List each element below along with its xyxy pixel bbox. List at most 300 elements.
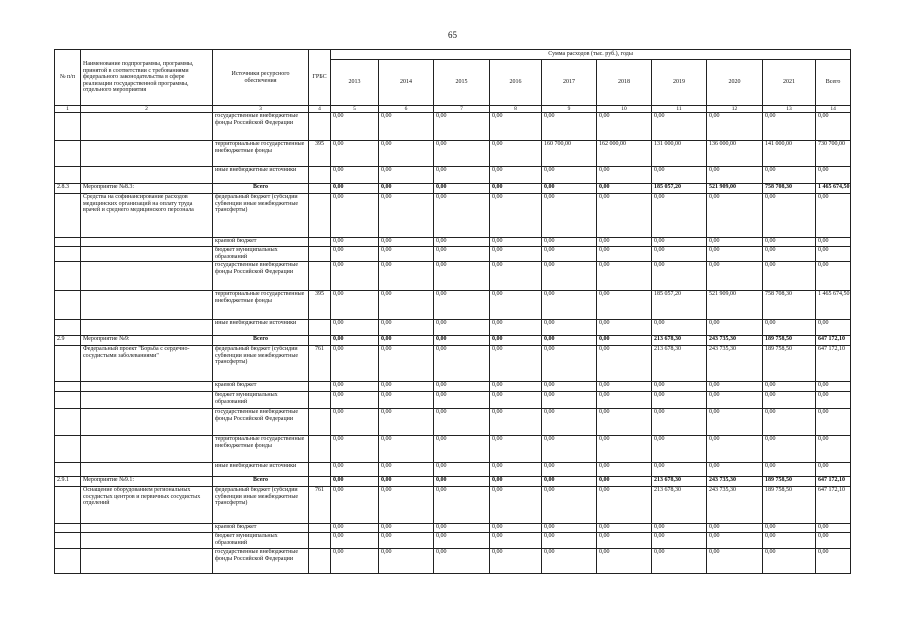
row-value: 243 735,30 [707, 487, 763, 524]
row-value: 0,00 [597, 336, 652, 346]
row-value: 0,00 [331, 463, 379, 477]
row-value: 0,00 [542, 194, 597, 238]
row-name [81, 549, 213, 574]
row-number [55, 113, 81, 141]
row-value: 0,00 [434, 346, 490, 382]
row-value: 0,00 [490, 436, 542, 463]
row-value: 0,00 [542, 463, 597, 477]
row-source: Всего [213, 477, 309, 487]
row-value: 0,00 [490, 247, 542, 262]
row-value: 0,00 [707, 382, 763, 392]
table-header [55, 50, 851, 113]
row-value: 0,00 [763, 409, 816, 436]
row-name [81, 247, 213, 262]
row-value: 0,00 [490, 346, 542, 382]
row-value: 0,00 [597, 382, 652, 392]
row-value: 0,00 [331, 336, 379, 346]
row-value: 213 678,30 [652, 346, 707, 382]
row-value: 131 000,00 [652, 141, 707, 167]
table-row [55, 549, 851, 574]
row-value: 0,00 [434, 194, 490, 238]
header-year: 2018 [597, 60, 652, 106]
row-number [55, 320, 81, 336]
row-value: 0,00 [816, 436, 851, 463]
row-value: 0,00 [597, 113, 652, 141]
row-value: 0,00 [707, 238, 763, 247]
row-value: 0,00 [816, 113, 851, 141]
row-value: 521 909,00 [707, 291, 763, 320]
row-value: 189 758,50 [763, 477, 816, 487]
row-grbs [309, 436, 331, 463]
column-index: 4 [309, 106, 331, 113]
row-value: 0,00 [490, 336, 542, 346]
row-value: 0,00 [652, 524, 707, 533]
row-value: 0,00 [331, 238, 379, 247]
row-source: иные внебюджетные источники [213, 167, 309, 184]
row-value: 0,00 [379, 463, 434, 477]
row-value: 0,00 [707, 167, 763, 184]
row-value: 0,00 [597, 346, 652, 382]
table-row [55, 291, 851, 320]
row-value: 0,00 [434, 392, 490, 409]
row-value: 0,00 [542, 167, 597, 184]
row-value: 0,00 [434, 463, 490, 477]
row-value: 213 678,30 [652, 477, 707, 487]
row-value: 0,00 [434, 141, 490, 167]
row-value: 0,00 [597, 524, 652, 533]
row-value: 0,00 [542, 533, 597, 549]
table-row [55, 262, 851, 291]
row-value: 0,00 [379, 141, 434, 167]
header-year: 2017 [542, 60, 597, 106]
row-name: Федеральный проект "Борьба с сердечно-сосудистыми заболеваниями" [81, 346, 213, 382]
column-index: 13 [763, 106, 816, 113]
row-value: 0,00 [597, 194, 652, 238]
row-value: 0,00 [379, 346, 434, 382]
column-index: 12 [707, 106, 763, 113]
table-row [55, 487, 851, 524]
row-grbs [309, 247, 331, 262]
row-value: 243 735,30 [707, 346, 763, 382]
column-index: 14 [816, 106, 851, 113]
row-value: 0,00 [434, 113, 490, 141]
row-value: 0,00 [434, 238, 490, 247]
row-value: 160 700,00 [542, 141, 597, 167]
row-source: федеральный бюджет (субсидии субвенции иные межбюджетные трансферты) [213, 487, 309, 524]
row-value: 0,00 [763, 113, 816, 141]
row-value: 647 172,10 [816, 487, 851, 524]
row-value: 0,00 [652, 247, 707, 262]
row-source: государственные внебюджетные фонды Российской Федерации [213, 262, 309, 291]
row-grbs [309, 549, 331, 574]
row-name [81, 167, 213, 184]
row-value: 0,00 [379, 487, 434, 524]
row-value: 185 057,20 [652, 184, 707, 194]
row-value: 0,00 [597, 463, 652, 477]
row-value: 0,00 [542, 409, 597, 436]
row-value: 0,00 [597, 291, 652, 320]
column-index: 9 [542, 106, 597, 113]
row-value: 0,00 [597, 262, 652, 291]
row-value: 243 735,30 [707, 477, 763, 487]
row-value: 0,00 [816, 392, 851, 409]
row-source: иные внебюджетные источники [213, 320, 309, 336]
row-number [55, 463, 81, 477]
row-value: 0,00 [763, 320, 816, 336]
row-source: Всего [213, 184, 309, 194]
row-number [55, 247, 81, 262]
row-value: 0,00 [434, 184, 490, 194]
row-value: 0,00 [331, 487, 379, 524]
row-source: государственные внебюджетные фонды Российской Федерации [213, 549, 309, 574]
header-year: 2015 [434, 60, 490, 106]
row-value: 0,00 [652, 194, 707, 238]
row-value: 0,00 [597, 409, 652, 436]
header-num: № п/п [55, 50, 81, 106]
row-grbs [309, 524, 331, 533]
row-value: 0,00 [331, 184, 379, 194]
row-value: 0,00 [379, 238, 434, 247]
row-value: 0,00 [652, 533, 707, 549]
row-source: территориальные государственные внебюджетные фонды [213, 291, 309, 320]
row-value: 0,00 [434, 533, 490, 549]
table-body [55, 113, 851, 574]
table-row [55, 382, 851, 392]
row-grbs [309, 194, 331, 238]
row-number: 2.8.3 [55, 184, 81, 194]
row-value: 0,00 [379, 382, 434, 392]
row-number [55, 262, 81, 291]
row-value: 0,00 [379, 247, 434, 262]
row-value: 0,00 [542, 262, 597, 291]
column-index: 5 [331, 106, 379, 113]
table-row [55, 184, 851, 194]
row-source: Всего [213, 336, 309, 346]
row-number [55, 167, 81, 184]
row-value: 0,00 [816, 247, 851, 262]
row-value: 243 735,30 [707, 336, 763, 346]
row-value: 0,00 [816, 238, 851, 247]
row-value: 0,00 [379, 477, 434, 487]
row-value: 0,00 [707, 436, 763, 463]
row-value: 0,00 [763, 382, 816, 392]
table-row [55, 346, 851, 382]
row-value: 0,00 [379, 320, 434, 336]
row-value: 0,00 [763, 533, 816, 549]
row-value: 0,00 [331, 262, 379, 291]
row-value: 0,00 [763, 194, 816, 238]
row-value: 0,00 [379, 549, 434, 574]
row-source: краевой бюджет [213, 382, 309, 392]
row-value: 0,00 [707, 463, 763, 477]
row-value: 0,00 [490, 113, 542, 141]
row-value: 0,00 [434, 382, 490, 392]
row-source: государственные внебюджетные фонды Российской Федерации [213, 409, 309, 436]
row-value: 0,00 [816, 167, 851, 184]
row-value: 0,00 [490, 477, 542, 487]
row-source: бюджет муниципальных образований [213, 392, 309, 409]
row-number [55, 392, 81, 409]
column-index: 7 [434, 106, 490, 113]
row-value: 0,00 [707, 549, 763, 574]
row-value: 0,00 [542, 487, 597, 524]
row-value: 0,00 [379, 524, 434, 533]
row-value: 0,00 [379, 167, 434, 184]
row-value: 0,00 [597, 533, 652, 549]
row-value: 730 700,00 [816, 141, 851, 167]
row-value: 0,00 [652, 167, 707, 184]
row-value: 0,00 [434, 291, 490, 320]
table-row [55, 167, 851, 184]
row-value: 0,00 [597, 238, 652, 247]
column-index: 3 [213, 106, 309, 113]
table-row [55, 409, 851, 436]
row-value: 758 708,30 [763, 291, 816, 320]
row-value: 0,00 [542, 320, 597, 336]
row-name [81, 238, 213, 247]
row-value: 0,00 [331, 346, 379, 382]
row-value: 0,00 [331, 409, 379, 436]
row-value: 0,00 [816, 194, 851, 238]
row-grbs [309, 409, 331, 436]
row-value: 0,00 [707, 247, 763, 262]
row-grbs: 761 [309, 487, 331, 524]
table-row [55, 533, 851, 549]
row-value: 0,00 [542, 184, 597, 194]
row-value: 0,00 [542, 436, 597, 463]
row-value: 0,00 [490, 184, 542, 194]
table-row [55, 463, 851, 477]
row-value: 0,00 [434, 436, 490, 463]
row-value: 0,00 [434, 409, 490, 436]
row-source: бюджет муниципальных образований [213, 533, 309, 549]
row-value: 521 909,00 [707, 184, 763, 194]
table-row [55, 436, 851, 463]
row-source: территориальные государственные внебюджетные фонды [213, 141, 309, 167]
row-value: 0,00 [542, 382, 597, 392]
row-value: 0,00 [379, 291, 434, 320]
row-source: федеральный бюджет (субсидии субвенции иные межбюджетные трансферты) [213, 346, 309, 382]
row-value: 0,00 [379, 262, 434, 291]
page-number: 65 [448, 30, 457, 40]
row-value: 0,00 [542, 113, 597, 141]
row-value: 0,00 [434, 477, 490, 487]
row-value: 0,00 [331, 436, 379, 463]
row-value: 0,00 [434, 167, 490, 184]
row-number [55, 436, 81, 463]
row-value: 0,00 [490, 167, 542, 184]
row-name: Мероприятие №9.1: [81, 477, 213, 487]
column-index: 11 [652, 106, 707, 113]
row-grbs [309, 336, 331, 346]
column-index: 1 [55, 106, 81, 113]
row-value: 0,00 [652, 549, 707, 574]
row-value: 0,00 [490, 533, 542, 549]
row-value: 0,00 [597, 392, 652, 409]
row-value: 758 708,30 [763, 184, 816, 194]
row-source: федеральный бюджет (субсидии субвенции иные межбюджетные трансферты) [213, 194, 309, 238]
row-value: 0,00 [434, 549, 490, 574]
row-name [81, 141, 213, 167]
row-value: 0,00 [763, 549, 816, 574]
row-value: 0,00 [434, 487, 490, 524]
row-value: 0,00 [542, 238, 597, 247]
row-grbs [309, 382, 331, 392]
table-row [55, 336, 851, 346]
row-value: 0,00 [816, 463, 851, 477]
row-name [81, 262, 213, 291]
row-value: 0,00 [490, 392, 542, 409]
row-grbs [309, 113, 331, 141]
row-value: 0,00 [490, 141, 542, 167]
row-grbs: 395 [309, 141, 331, 167]
row-value: 0,00 [652, 463, 707, 477]
row-value: 0,00 [490, 524, 542, 533]
row-value: 0,00 [331, 477, 379, 487]
row-value: 0,00 [763, 436, 816, 463]
budget-table [54, 49, 851, 574]
row-value: 0,00 [597, 436, 652, 463]
row-value: 0,00 [597, 167, 652, 184]
row-value: 0,00 [597, 320, 652, 336]
row-value: 0,00 [434, 262, 490, 291]
row-grbs [309, 533, 331, 549]
header-year: 2020 [707, 60, 763, 106]
column-index: 6 [379, 106, 434, 113]
row-value: 0,00 [597, 487, 652, 524]
row-value: 0,00 [490, 320, 542, 336]
row-value: 189 758,50 [763, 487, 816, 524]
row-value: 213 678,30 [652, 487, 707, 524]
row-value: 141 000,00 [763, 141, 816, 167]
row-name [81, 409, 213, 436]
row-number [55, 533, 81, 549]
row-name [81, 113, 213, 141]
row-value: 0,00 [542, 346, 597, 382]
row-value: 0,00 [331, 113, 379, 141]
table-row [55, 392, 851, 409]
table-row [55, 477, 851, 487]
row-value: 0,00 [707, 533, 763, 549]
row-value: 0,00 [331, 533, 379, 549]
row-number [55, 141, 81, 167]
row-grbs [309, 392, 331, 409]
row-value: 0,00 [490, 409, 542, 436]
header-sum: Сумма расходов (тыс. руб.), годы [331, 50, 851, 60]
row-source: краевой бюджет [213, 524, 309, 533]
row-value: 0,00 [652, 113, 707, 141]
row-value: 0,00 [379, 336, 434, 346]
row-value: 0,00 [379, 409, 434, 436]
row-value: 0,00 [379, 392, 434, 409]
row-value: 0,00 [331, 194, 379, 238]
row-grbs [309, 477, 331, 487]
row-name [81, 392, 213, 409]
row-value: 0,00 [707, 392, 763, 409]
row-value: 0,00 [331, 549, 379, 574]
row-name [81, 436, 213, 463]
row-number [55, 238, 81, 247]
table-row [55, 247, 851, 262]
row-value: 0,00 [763, 238, 816, 247]
row-value: 0,00 [763, 247, 816, 262]
row-value: 0,00 [816, 382, 851, 392]
row-value: 0,00 [434, 336, 490, 346]
row-value: 0,00 [331, 141, 379, 167]
table-row [55, 113, 851, 141]
row-name [81, 463, 213, 477]
row-value: 0,00 [490, 238, 542, 247]
row-value: 0,00 [434, 320, 490, 336]
row-value: 0,00 [331, 291, 379, 320]
row-value: 0,00 [816, 524, 851, 533]
column-index: 10 [597, 106, 652, 113]
row-number [55, 346, 81, 382]
row-value: 0,00 [331, 392, 379, 409]
row-source: краевой бюджет [213, 238, 309, 247]
row-value: 0,00 [490, 382, 542, 392]
row-value: 136 000,00 [707, 141, 763, 167]
row-value: 0,00 [331, 524, 379, 533]
row-value: 0,00 [816, 320, 851, 336]
row-name [81, 524, 213, 533]
row-value: 0,00 [816, 549, 851, 574]
row-value: 0,00 [542, 392, 597, 409]
row-name [81, 291, 213, 320]
row-value: 0,00 [542, 247, 597, 262]
row-name: Средства на софинансирование расходов медицинских организаций на оплату труда врачей и среднего медицинского персонала [81, 194, 213, 238]
row-value: 0,00 [542, 524, 597, 533]
row-value: 0,00 [331, 167, 379, 184]
row-value: 0,00 [763, 463, 816, 477]
row-name [81, 320, 213, 336]
row-value: 0,00 [707, 524, 763, 533]
row-value: 0,00 [816, 409, 851, 436]
table-row [55, 238, 851, 247]
row-name: Мероприятие №8.3: [81, 184, 213, 194]
row-value: 0,00 [816, 533, 851, 549]
row-value: 0,00 [379, 533, 434, 549]
row-value: 1 465 674,50 [816, 291, 851, 320]
row-grbs: 761 [309, 346, 331, 382]
row-value: 0,00 [331, 382, 379, 392]
row-value: 189 758,50 [763, 336, 816, 346]
row-value: 0,00 [490, 291, 542, 320]
row-source: иные внебюджетные источники [213, 463, 309, 477]
row-value: 0,00 [652, 320, 707, 336]
row-value: 0,00 [490, 487, 542, 524]
row-value: 213 678,30 [652, 336, 707, 346]
row-value: 0,00 [542, 291, 597, 320]
row-number: 2.9 [55, 336, 81, 346]
row-value: 0,00 [542, 549, 597, 574]
row-value: 0,00 [763, 167, 816, 184]
row-value: 0,00 [652, 382, 707, 392]
row-value: 647 172,10 [816, 346, 851, 382]
row-value: 0,00 [763, 524, 816, 533]
row-value: 0,00 [490, 194, 542, 238]
row-value: 0,00 [763, 392, 816, 409]
row-value: 0,00 [652, 436, 707, 463]
row-number [55, 487, 81, 524]
header-grbs: ГРБС [309, 50, 331, 106]
row-source: государственные внебюджетные фонды Российской Федерации [213, 113, 309, 141]
row-value: 0,00 [707, 194, 763, 238]
row-grbs [309, 238, 331, 247]
row-value: 0,00 [434, 524, 490, 533]
row-value: 0,00 [490, 549, 542, 574]
row-value: 0,00 [707, 113, 763, 141]
